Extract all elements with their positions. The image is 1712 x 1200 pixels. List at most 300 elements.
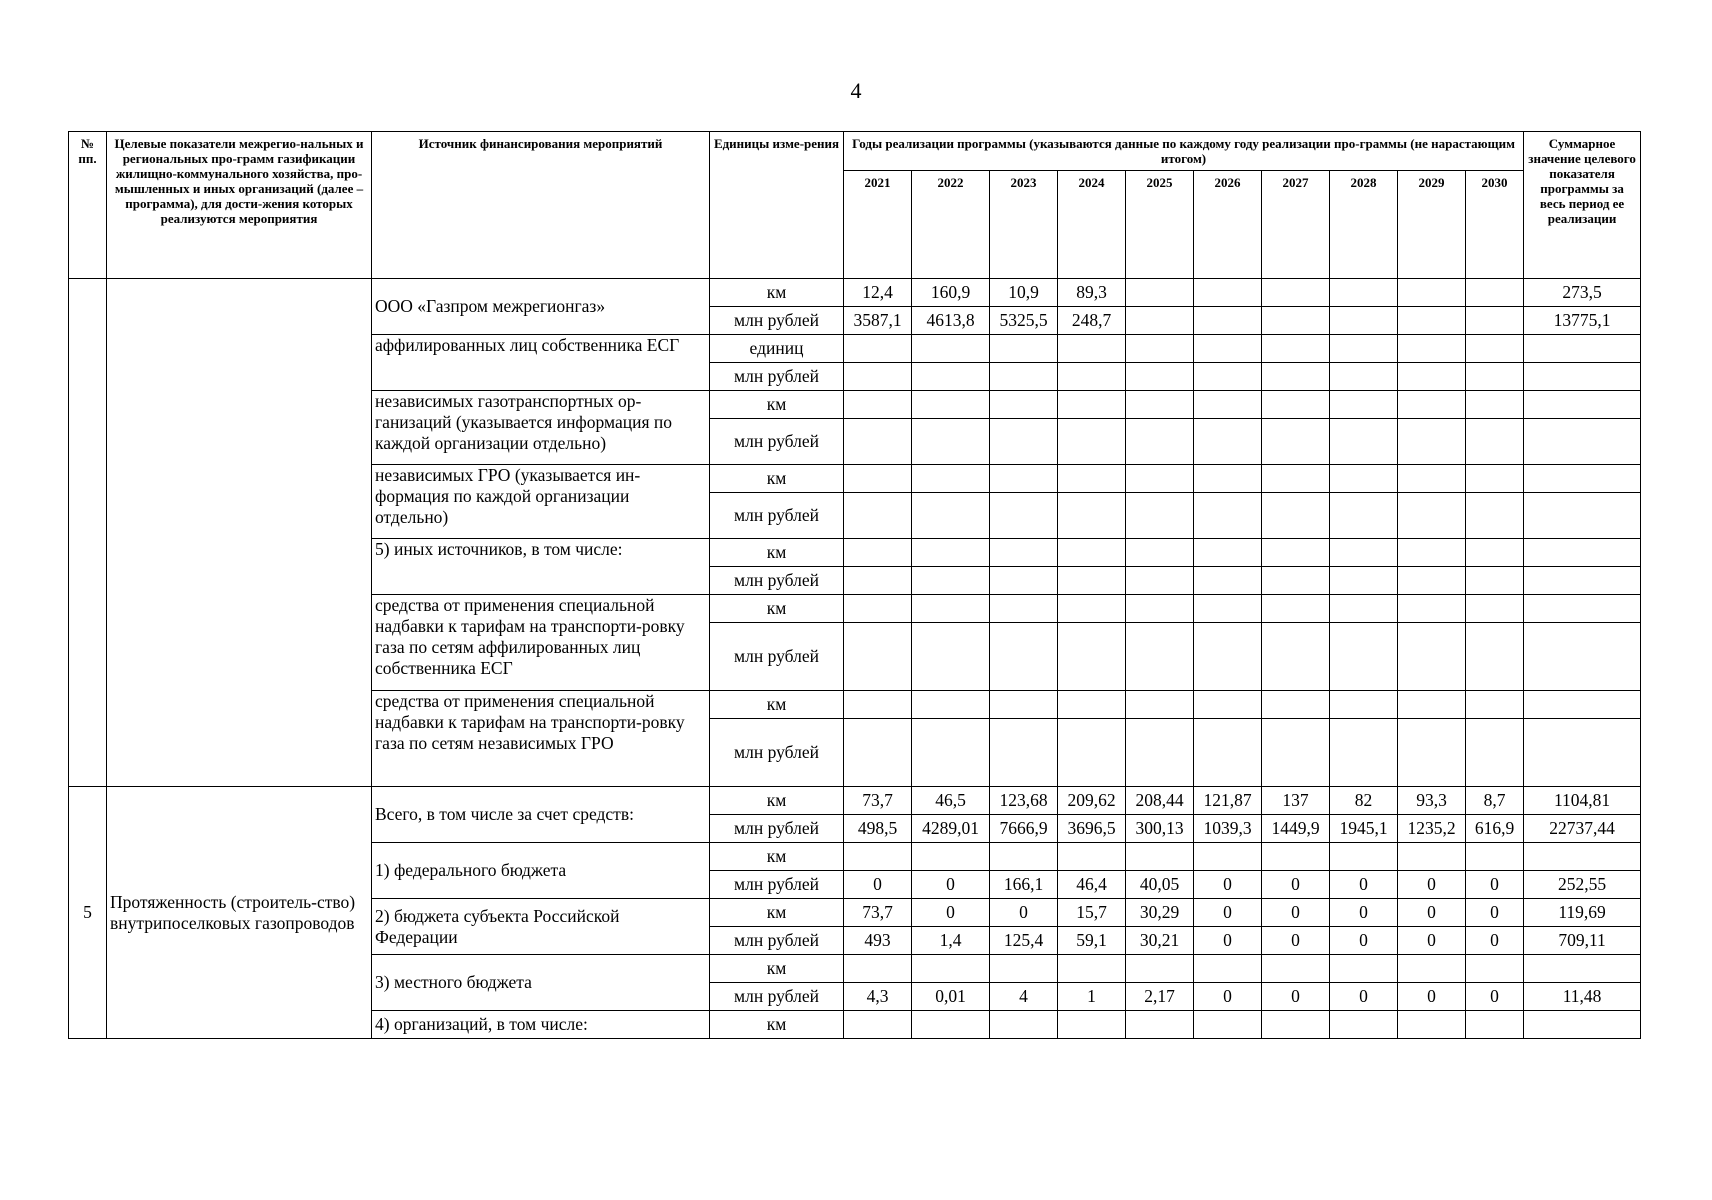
value-cell [1398, 279, 1466, 307]
empty-cell [990, 955, 1058, 983]
value-cell: 0 [1398, 927, 1466, 955]
empty-cell [1466, 465, 1524, 493]
year-header: 2029 [1398, 171, 1466, 279]
year-header: 2027 [1262, 171, 1330, 279]
empty-cell [990, 843, 1058, 871]
empty-cell [1466, 719, 1524, 787]
unit-cell: млн рублей [710, 927, 844, 955]
unit-cell: км [710, 691, 844, 719]
empty-cell [1262, 465, 1330, 493]
empty-cell [1126, 843, 1194, 871]
empty-cell [1262, 493, 1330, 539]
value-cell: 0 [1330, 899, 1398, 927]
empty-cell [1466, 595, 1524, 623]
value-cell: 0 [1194, 871, 1262, 899]
unit-cell: км [710, 787, 844, 815]
empty-cell [1126, 955, 1194, 983]
unit-cell: млн рублей [710, 871, 844, 899]
value-cell: 73,7 [844, 899, 912, 927]
empty-cell [1466, 1011, 1524, 1039]
empty-cell [1330, 363, 1398, 391]
value-cell: 0 [1466, 983, 1524, 1011]
empty-cell [1262, 1011, 1330, 1039]
empty-cell [1466, 623, 1524, 691]
value-cell: 1235,2 [1398, 815, 1466, 843]
empty-cell [1058, 363, 1126, 391]
value-cell: 15,7 [1058, 899, 1126, 927]
unit-cell: км [710, 1011, 844, 1039]
empty-cell [1194, 623, 1262, 691]
unit-cell: км [710, 391, 844, 419]
source-affiliated: аффилированных лиц собственника ЕСГ [372, 335, 710, 391]
empty-cell [844, 419, 912, 465]
empty-cell [1194, 691, 1262, 719]
empty-cell [1126, 719, 1194, 787]
empty-cell [990, 719, 1058, 787]
empty-cell [1058, 465, 1126, 493]
empty-cell [1398, 493, 1466, 539]
empty-cell [1126, 493, 1194, 539]
value-cell: 30,21 [1126, 927, 1194, 955]
unit-cell: млн рублей [710, 363, 844, 391]
value-cell: 4289,01 [912, 815, 990, 843]
empty-cell [1262, 363, 1330, 391]
empty-cell [912, 335, 990, 363]
value-cell: 10,9 [990, 279, 1058, 307]
empty-cell [1466, 391, 1524, 419]
value-cell: 0 [1330, 983, 1398, 1011]
page-number: 4 [850, 78, 862, 103]
empty-cell [1194, 391, 1262, 419]
empty-cell [1466, 493, 1524, 539]
unit-cell: км [710, 843, 844, 871]
empty-cell [1126, 335, 1194, 363]
empty-cell [1398, 567, 1466, 595]
empty-cell [1262, 335, 1330, 363]
empty-cell [990, 391, 1058, 419]
empty-cell [1330, 465, 1398, 493]
empty-cell [1398, 843, 1466, 871]
header-years-title: Годы реализации программы (указываются данные по каждому году реализации про-граммы (не нарастающим итогом) [844, 132, 1524, 171]
value-cell: 4 [990, 983, 1058, 1011]
empty-cell [912, 391, 990, 419]
empty-cell [1330, 391, 1398, 419]
empty-cell [1398, 335, 1466, 363]
total-cell: 13775,1 [1524, 307, 1641, 335]
value-cell [1262, 307, 1330, 335]
value-cell: 493 [844, 927, 912, 955]
year-header: 2028 [1330, 171, 1398, 279]
empty-cell [1058, 719, 1126, 787]
empty-cell [844, 595, 912, 623]
empty-cell [912, 539, 990, 567]
source-total: Всего, в том числе за счет средств: [372, 787, 710, 843]
empty-cell [1194, 539, 1262, 567]
empty-cell [1398, 595, 1466, 623]
empty-cell [1126, 623, 1194, 691]
unit-cell: млн рублей [710, 983, 844, 1011]
empty-cell [1262, 539, 1330, 567]
source-subject: 2) бюджета субъекта Российской Федерации [372, 899, 710, 955]
empty-cell [1058, 335, 1126, 363]
value-cell: 498,5 [844, 815, 912, 843]
empty-cell [1524, 567, 1641, 595]
empty-cell [990, 595, 1058, 623]
value-cell: 3587,1 [844, 307, 912, 335]
value-cell: 4613,8 [912, 307, 990, 335]
empty-cell [1194, 843, 1262, 871]
year-header: 2030 [1466, 171, 1524, 279]
empty-cell [912, 363, 990, 391]
value-cell [1194, 279, 1262, 307]
empty-cell [844, 391, 912, 419]
source-orgs: 4) организаций, в том числе: [372, 1011, 710, 1039]
empty-cell [1524, 363, 1641, 391]
empty-cell [1524, 623, 1641, 691]
unit-cell: единиц [710, 335, 844, 363]
indicator-pipelines: Протяженность (строитель-ство) внутрипоселковых газопроводов [107, 787, 372, 1039]
empty-cell [1330, 691, 1398, 719]
empty-cell [1126, 539, 1194, 567]
empty-cell [990, 623, 1058, 691]
unit-cell: млн рублей [710, 719, 844, 787]
header-total: Суммарное значение целевого показателя программы за весь период ее реализации [1524, 132, 1641, 279]
value-cell: 0 [1466, 927, 1524, 955]
empty-cell [1126, 595, 1194, 623]
empty-cell [1058, 843, 1126, 871]
empty-cell [1398, 363, 1466, 391]
unit-cell: км [710, 539, 844, 567]
empty-cell [912, 719, 990, 787]
empty-cell [912, 419, 990, 465]
value-cell: 0 [1262, 871, 1330, 899]
value-cell: 0 [1194, 983, 1262, 1011]
empty-cell [844, 623, 912, 691]
empty-cell [1126, 691, 1194, 719]
empty-cell [1262, 391, 1330, 419]
value-cell: 1 [1058, 983, 1126, 1011]
value-cell: 123,68 [990, 787, 1058, 815]
empty-cell [1058, 1011, 1126, 1039]
empty-cell [1398, 955, 1466, 983]
empty-cell [1466, 843, 1524, 871]
value-cell [1126, 279, 1194, 307]
financing-table [68, 131, 1641, 1039]
empty-cell [844, 567, 912, 595]
empty-cell [1058, 567, 1126, 595]
year-header: 2022 [912, 171, 990, 279]
empty-cell [1466, 955, 1524, 983]
empty-cell [990, 567, 1058, 595]
empty-cell [1398, 391, 1466, 419]
empty-cell [1058, 419, 1126, 465]
value-cell: 137 [1262, 787, 1330, 815]
empty-cell [1398, 1011, 1466, 1039]
value-cell [1466, 307, 1524, 335]
value-cell [1398, 307, 1466, 335]
value-cell [1126, 307, 1194, 335]
value-cell: 0 [990, 899, 1058, 927]
empty-cell [990, 1011, 1058, 1039]
empty-cell [1524, 335, 1641, 363]
empty-cell [1126, 1011, 1194, 1039]
empty-cell [1058, 493, 1126, 539]
empty-cell [1194, 465, 1262, 493]
empty-cell [1524, 719, 1641, 787]
value-cell: 1,4 [912, 927, 990, 955]
value-cell: 89,3 [1058, 279, 1126, 307]
source-local: 3) местного бюджета [372, 955, 710, 1011]
value-cell: 208,44 [1126, 787, 1194, 815]
value-cell: 1039,3 [1194, 815, 1262, 843]
empty-cell [844, 539, 912, 567]
year-header: 2024 [1058, 171, 1126, 279]
empty-cell [1262, 719, 1330, 787]
value-cell: 0 [1398, 871, 1466, 899]
value-cell: 40,05 [1126, 871, 1194, 899]
empty-cell [1330, 567, 1398, 595]
value-cell: 0 [1330, 927, 1398, 955]
value-cell: 73,7 [844, 787, 912, 815]
year-header: 2025 [1126, 171, 1194, 279]
value-cell [1194, 307, 1262, 335]
empty-cell [1524, 419, 1641, 465]
unit-cell: км [710, 955, 844, 983]
empty-cell [990, 419, 1058, 465]
empty-cell [1262, 623, 1330, 691]
empty-cell [844, 335, 912, 363]
empty-cell [1126, 465, 1194, 493]
empty-cell [1398, 465, 1466, 493]
empty-cell [844, 691, 912, 719]
unit-cell: млн рублей [710, 307, 844, 335]
empty-cell [1524, 391, 1641, 419]
empty-cell [1194, 363, 1262, 391]
empty-cell [1330, 843, 1398, 871]
empty-cell [1524, 595, 1641, 623]
empty-cell [1262, 843, 1330, 871]
empty-cell [844, 493, 912, 539]
empty-cell [912, 1011, 990, 1039]
empty-cell [1330, 623, 1398, 691]
empty-cell [1330, 595, 1398, 623]
source-independent-gto: независимых газотранспортных ор-ганизаций (указывается информация по каждой организации отдельно) [372, 391, 710, 465]
table-row [69, 279, 1641, 307]
empty-cell [1126, 567, 1194, 595]
value-cell: 0 [1466, 899, 1524, 927]
value-cell: 0 [1398, 899, 1466, 927]
value-cell: 5325,5 [990, 307, 1058, 335]
unit-cell: км [710, 899, 844, 927]
value-cell: 209,62 [1058, 787, 1126, 815]
empty-cell [1262, 419, 1330, 465]
value-cell: 0,01 [912, 983, 990, 1011]
value-cell: 0 [1398, 983, 1466, 1011]
empty-cell [1466, 567, 1524, 595]
empty-cell [912, 567, 990, 595]
empty-cell [1058, 623, 1126, 691]
unit-cell: км [710, 595, 844, 623]
value-cell: 4,3 [844, 983, 912, 1011]
empty-cell [1126, 363, 1194, 391]
value-cell: 0 [1194, 927, 1262, 955]
year-header: 2026 [1194, 171, 1262, 279]
value-cell: 616,9 [1466, 815, 1524, 843]
total-cell: 1104,81 [1524, 787, 1641, 815]
empty-cell [990, 363, 1058, 391]
source-federal: 1) федерального бюджета [372, 843, 710, 899]
source-special-affiliated: средства от применения специальной надбавки к тарифам на транспорти-ровку газа по сетям аффилированных лиц собственника ЕСГ [372, 595, 710, 691]
empty-cell [990, 335, 1058, 363]
value-cell: 0 [1262, 899, 1330, 927]
row-number: 5 [69, 787, 107, 1039]
value-cell [1466, 279, 1524, 307]
empty-cell [1524, 955, 1641, 983]
total-cell: 119,69 [1524, 899, 1641, 927]
total-cell: 11,48 [1524, 983, 1641, 1011]
empty-cell [1262, 595, 1330, 623]
header-source: Источник финансирования мероприятий [372, 132, 710, 279]
empty-cell [1524, 493, 1641, 539]
value-cell: 0 [1194, 899, 1262, 927]
value-cell: 8,7 [1466, 787, 1524, 815]
empty-cell [1262, 955, 1330, 983]
empty-cell [1524, 691, 1641, 719]
value-cell: 93,3 [1398, 787, 1466, 815]
source-gazprom: ООО «Газпром межрегионгаз» [372, 279, 710, 335]
empty-cell [1524, 1011, 1641, 1039]
empty-cell [1398, 719, 1466, 787]
empty-cell [1330, 493, 1398, 539]
empty-cell [1466, 363, 1524, 391]
value-cell: 0 [1466, 871, 1524, 899]
value-cell: 12,4 [844, 279, 912, 307]
empty-cell [1466, 691, 1524, 719]
empty-cell [1194, 1011, 1262, 1039]
empty-cell [1330, 539, 1398, 567]
empty-cell [1330, 955, 1398, 983]
empty-cell [990, 465, 1058, 493]
empty-cell [1126, 391, 1194, 419]
empty-cell [1194, 955, 1262, 983]
value-cell [1330, 279, 1398, 307]
empty-cell [844, 843, 912, 871]
total-cell: 22737,44 [1524, 815, 1641, 843]
empty-cell [1194, 567, 1262, 595]
unit-cell: млн рублей [710, 815, 844, 843]
empty-cell [912, 955, 990, 983]
empty-cell [1466, 419, 1524, 465]
empty-cell [1194, 719, 1262, 787]
unit-cell: км [710, 465, 844, 493]
empty-cell [1330, 419, 1398, 465]
empty-cell [844, 719, 912, 787]
continued-indicator-cell [107, 279, 372, 787]
header-no: № пп. [69, 132, 107, 279]
unit-cell: млн рублей [710, 623, 844, 691]
empty-cell [1466, 335, 1524, 363]
table-row [69, 787, 1641, 815]
empty-cell [1524, 465, 1641, 493]
empty-cell [1194, 493, 1262, 539]
source-independent-gro: независимых ГРО (указывается ин-формация по каждой организации отдельно) [372, 465, 710, 539]
value-cell: 300,13 [1126, 815, 1194, 843]
value-cell: 160,9 [912, 279, 990, 307]
empty-cell [1398, 419, 1466, 465]
empty-cell [1194, 595, 1262, 623]
empty-cell [912, 623, 990, 691]
value-cell: 0 [912, 899, 990, 927]
empty-cell [1524, 843, 1641, 871]
source-other: 5) иных источников, в том числе: [372, 539, 710, 595]
continued-no-cell [69, 279, 107, 787]
empty-cell [1398, 691, 1466, 719]
empty-cell [1330, 335, 1398, 363]
source-special-independent: средства от применения специальной надбавки к тарифам на транспорти-ровку газа по сетям независимых ГРО [372, 691, 710, 787]
total-cell: 252,55 [1524, 871, 1641, 899]
empty-cell [990, 539, 1058, 567]
total-cell: 273,5 [1524, 279, 1641, 307]
empty-cell [1330, 1011, 1398, 1039]
empty-cell [844, 955, 912, 983]
unit-cell: млн рублей [710, 419, 844, 465]
empty-cell [844, 465, 912, 493]
empty-cell [912, 843, 990, 871]
unit-cell: км [710, 279, 844, 307]
value-cell: 125,4 [990, 927, 1058, 955]
value-cell: 59,1 [1058, 927, 1126, 955]
value-cell: 0 [844, 871, 912, 899]
empty-cell [912, 465, 990, 493]
value-cell: 0 [1262, 927, 1330, 955]
empty-cell [990, 493, 1058, 539]
value-cell: 166,1 [990, 871, 1058, 899]
empty-cell [1194, 419, 1262, 465]
empty-cell [990, 691, 1058, 719]
value-cell: 1945,1 [1330, 815, 1398, 843]
empty-cell [1398, 539, 1466, 567]
value-cell: 2,17 [1126, 983, 1194, 1011]
empty-cell [1058, 691, 1126, 719]
empty-cell [1058, 539, 1126, 567]
unit-cell: млн рублей [710, 493, 844, 539]
empty-cell [1262, 567, 1330, 595]
empty-cell [844, 363, 912, 391]
empty-cell [1126, 419, 1194, 465]
empty-cell [1194, 335, 1262, 363]
empty-cell [1058, 595, 1126, 623]
value-cell: 1449,9 [1262, 815, 1330, 843]
value-cell: 121,87 [1194, 787, 1262, 815]
value-cell: 82 [1330, 787, 1398, 815]
value-cell: 3696,5 [1058, 815, 1126, 843]
value-cell: 46,4 [1058, 871, 1126, 899]
empty-cell [1262, 691, 1330, 719]
empty-cell [1398, 623, 1466, 691]
empty-cell [912, 691, 990, 719]
value-cell: 30,29 [1126, 899, 1194, 927]
year-header: 2023 [990, 171, 1058, 279]
header-units: Единицы изме-рения [710, 132, 844, 279]
value-cell: 248,7 [1058, 307, 1126, 335]
empty-cell [1058, 391, 1126, 419]
value-cell: 0 [1262, 983, 1330, 1011]
empty-cell [912, 493, 990, 539]
unit-cell: млн рублей [710, 567, 844, 595]
value-cell [1330, 307, 1398, 335]
empty-cell [1330, 719, 1398, 787]
value-cell [1262, 279, 1330, 307]
